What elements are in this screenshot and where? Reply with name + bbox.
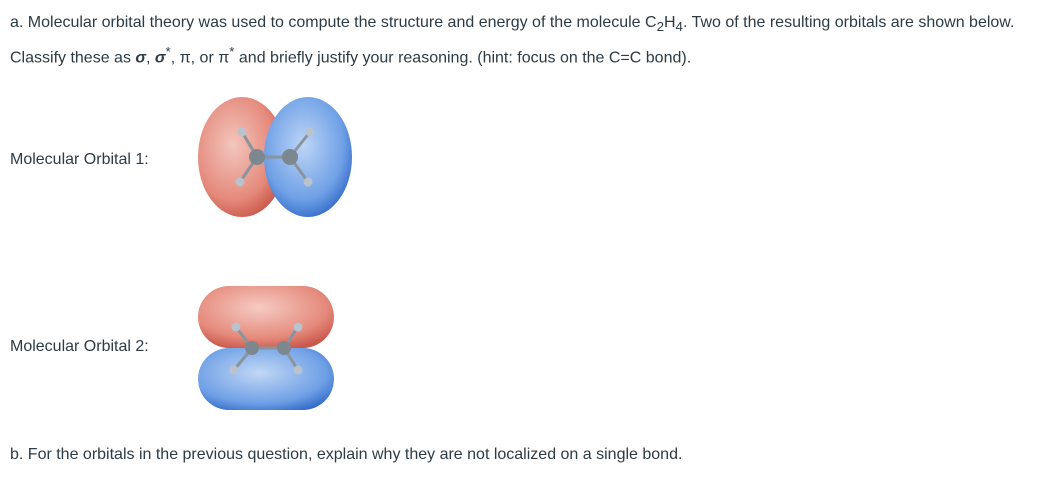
separator: , or bbox=[190, 49, 219, 67]
blue-lobe bbox=[198, 348, 334, 410]
subscript-2: 2 bbox=[656, 19, 664, 35]
question-a-text bbox=[10, 10, 1035, 71]
question-b-text: b. For the orbitals in the previous question, explain why they are not localized on a single bond. bbox=[10, 446, 683, 463]
orbital-1-label: Molecular Orbital 1: bbox=[10, 151, 149, 168]
sigma-symbol: σ bbox=[135, 49, 147, 67]
pi-star-symbol: π bbox=[218, 49, 230, 67]
sigma-star-symbol: σ bbox=[154, 49, 166, 67]
orbital-2-label: Molecular Orbital 2: bbox=[10, 338, 149, 355]
star-superscript: * bbox=[229, 44, 235, 60]
question-a-part4: and briefly justify your reasoning. (hint: focus on the C=C bond). bbox=[234, 49, 692, 67]
pi-symbol: π bbox=[179, 49, 191, 67]
question-a-part2: H bbox=[663, 14, 676, 31]
separator: , bbox=[146, 49, 155, 67]
separator: , bbox=[170, 49, 180, 67]
question-a-part3: . Two of the resulting orbitals are shown below. Classify these as bbox=[10, 14, 1015, 67]
question-a-part1: a. Molecular orbital theory was used to compute the structure and energy of the molecule C bbox=[10, 14, 657, 31]
red-lobe bbox=[198, 286, 334, 348]
subscript-4: 4 bbox=[675, 19, 683, 35]
orbital-1-image bbox=[192, 92, 362, 222]
star-superscript: * bbox=[165, 44, 171, 60]
orbital-2-image bbox=[192, 282, 342, 412]
